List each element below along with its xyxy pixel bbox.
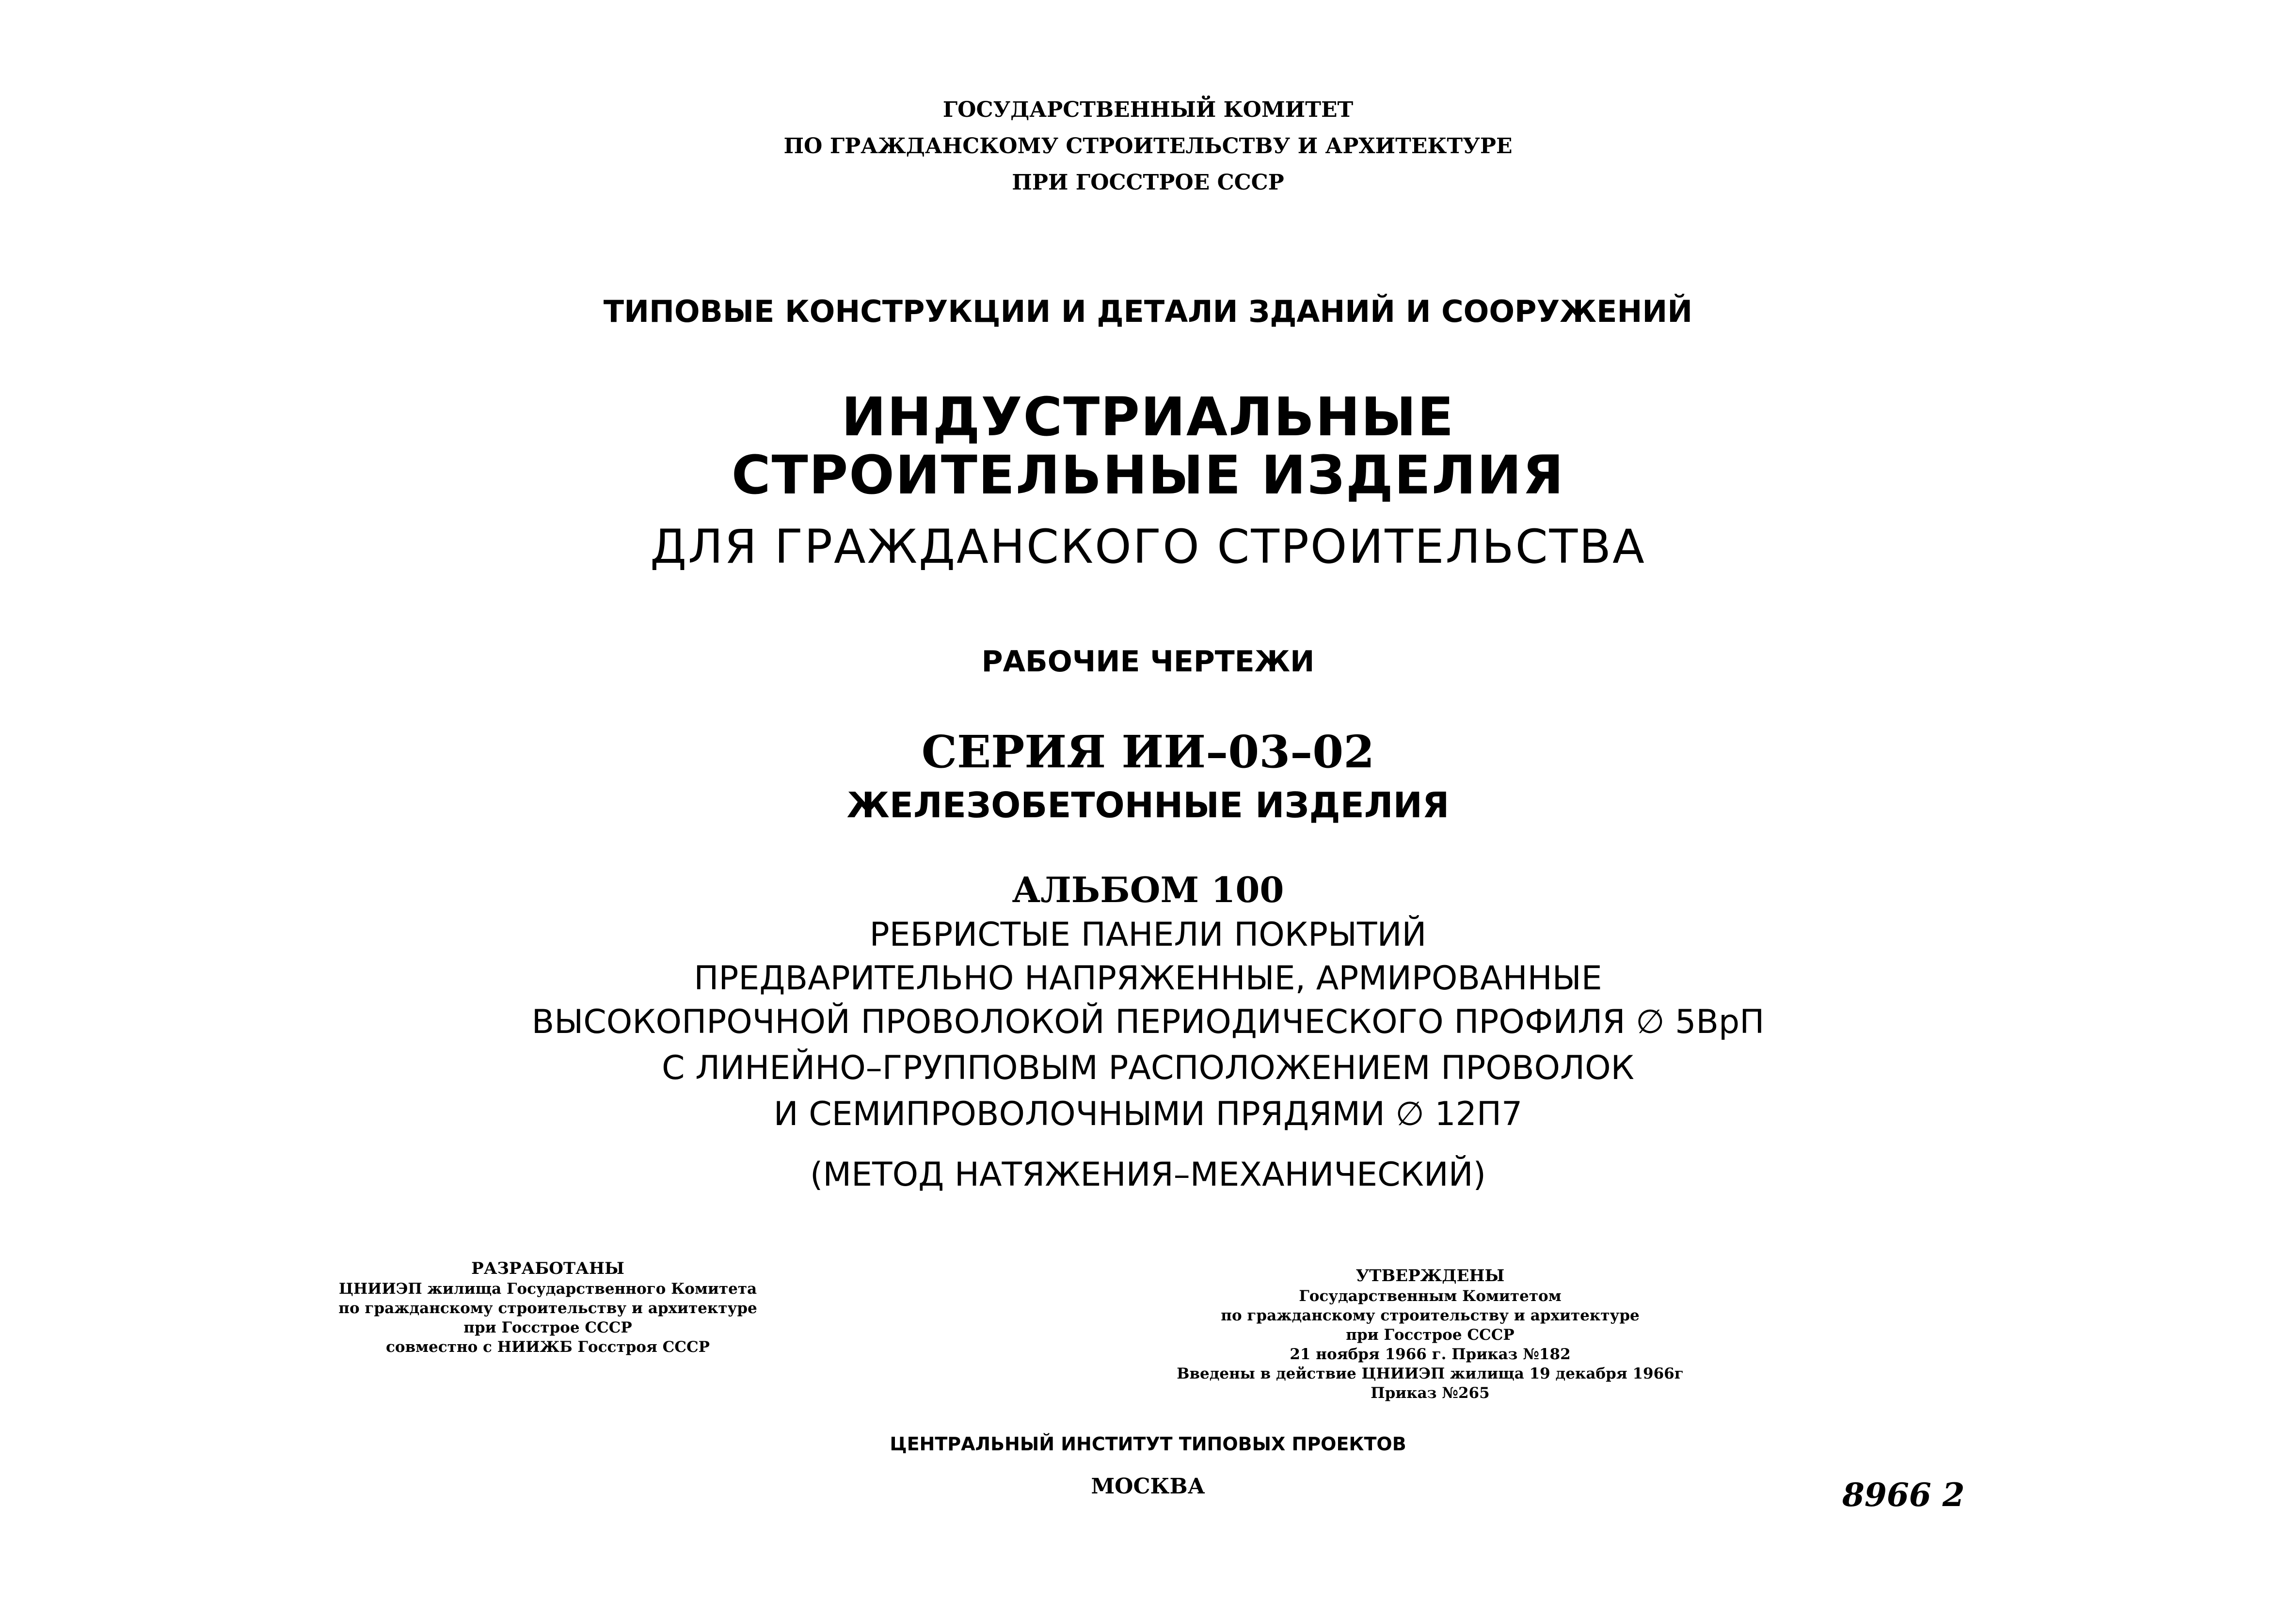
- approved-line-5: Введены в действие ЦНИИЭП жилища 19 декабря 1966г: [1177, 1365, 1684, 1382]
- album-method: (МЕТОД НАТЯЖЕНИЯ–МЕХАНИЧЕСКИЙ): [810, 1156, 1486, 1194]
- series-heading: ТИПОВЫЕ КОНСТРУКЦИИ И ДЕТАЛИ ЗДАНИЙ И СООРУЖЕНИЙ: [603, 294, 1693, 329]
- title-line-2: СТРОИТЕЛЬНЫЕ ИЗДЕЛИЯ: [731, 444, 1565, 506]
- approved-block: [1139, 1265, 1721, 1403]
- album-description-line-3: ВЫСОКОПРОЧНОЙ ПРОВОЛОКОЙ ПЕРИОДИЧЕСКОГО ПРОФИЛЯ ∅ 5ВрП: [531, 1003, 1765, 1041]
- handwritten-number: 8966 2: [1842, 1476, 1965, 1514]
- org-line-1: ГОСУДАРСТВЕННЫЙ КОМИТЕТ: [942, 97, 1354, 122]
- album-number: АЛЬБОМ 100: [1012, 869, 1284, 910]
- approved-heading: УТВЕРЖДЕНЫ: [1355, 1266, 1505, 1286]
- publisher-city: МОСКВА: [1091, 1474, 1205, 1499]
- publisher-name: ЦЕНТРАЛЬНЫЙ ИНСТИТУТ ТИПОВЫХ ПРОЕКТОВ: [890, 1433, 1406, 1455]
- title-line-1: ИНДУСТРИАЛЬНЫЕ: [841, 386, 1455, 448]
- approved-line-1: Государственным Комитетом: [1299, 1287, 1562, 1305]
- album-description-line-5: И СЕМИПРОВОЛОЧНЫМИ ПРЯДЯМИ ∅ 12П7: [773, 1095, 1523, 1133]
- album-description-line-4: С ЛИНЕЙНО–ГРУППОВЫМ РАСПОЛОЖЕНИЕМ ПРОВОЛОК: [662, 1049, 1634, 1087]
- series-name: ЖЕЛЕЗОБЕТОННЫЕ ИЗДЕЛИЯ: [846, 785, 1450, 825]
- developed-heading: РАЗРАБОТАНЫ: [471, 1259, 624, 1278]
- developed-block: [291, 1258, 805, 1357]
- album-description-line-2: ПРЕДВАРИТЕЛЬНО НАПРЯЖЕННЫЕ, АРМИРОВАННЫЕ: [694, 959, 1602, 998]
- approved-line-2: по гражданскому строительству и архитектуре: [1221, 1307, 1640, 1324]
- album-description-line-1: РЕБРИСТЫЕ ПАНЕЛИ ПОКРЫТИЙ: [869, 916, 1427, 954]
- developed-line-1: ЦНИИЭП жилища Государственного Комитета: [338, 1280, 757, 1298]
- developed-line-2: по гражданскому строительству и архитектуре: [338, 1300, 757, 1317]
- developed-line-3: при Госстрое СССР: [463, 1319, 632, 1336]
- approved-line-4: 21 ноября 1966 г. Приказ №182: [1290, 1346, 1571, 1363]
- approved-line-6: Приказ №265: [1371, 1384, 1490, 1402]
- approved-line-3: при Госстрое СССР: [1346, 1326, 1515, 1344]
- title-line-3: ДЛЯ ГРАЖДАНСКОГО СТРОИТЕЛЬСТВА: [650, 520, 1646, 574]
- series-number: СЕРИЯ ИИ–03–02: [921, 726, 1375, 778]
- developed-line-4: совместно с НИИЖБ Госстроя СССР: [386, 1338, 710, 1356]
- working-drawings-label: РАБОЧИЕ ЧЕРТЕЖИ: [981, 645, 1315, 679]
- org-line-2: ПО ГРАЖДАНСКОМУ СТРОИТЕЛЬСТВУ И АРХИТЕКТУРЕ: [783, 134, 1513, 159]
- org-line-3: ПРИ ГОССТРОЕ СССР: [1012, 170, 1284, 195]
